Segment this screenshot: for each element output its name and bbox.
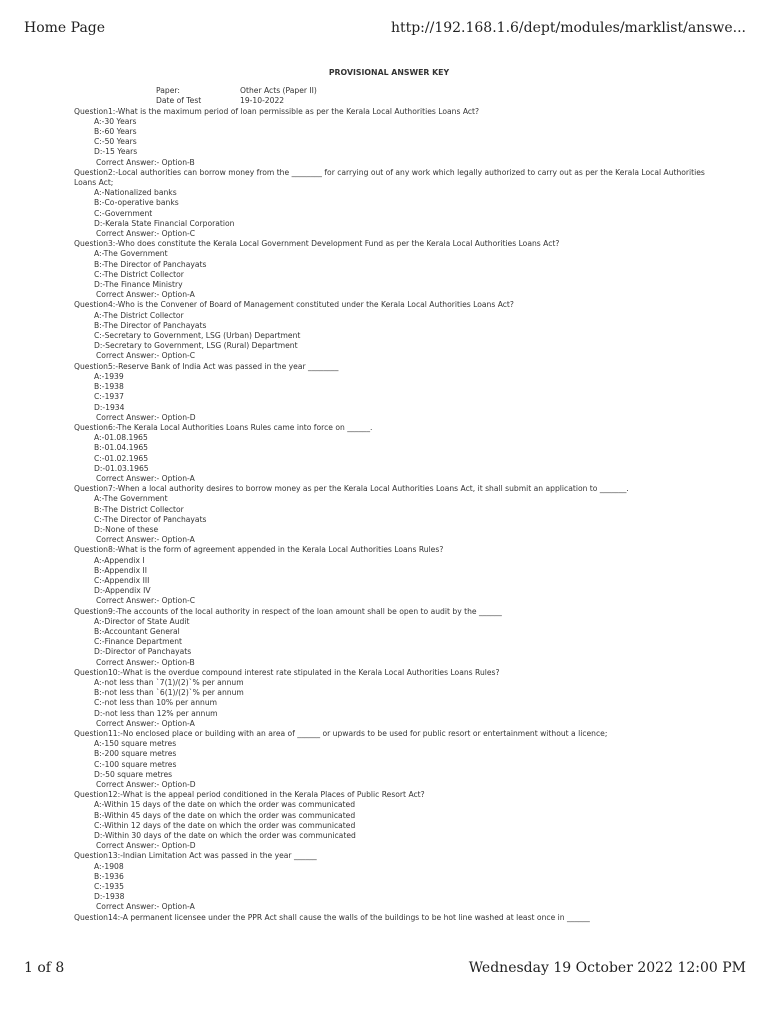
correct-answer: Correct Answer:- Option-A (96, 473, 195, 483)
page-header-title: Home Page (24, 20, 106, 36)
answer-option: A:-Nationalized banks (94, 188, 177, 198)
document-title: PROVISIONAL ANSWER KEY (328, 68, 450, 77)
answer-option: A:-Within 15 days of the date on which the order was communicated (94, 800, 356, 810)
answer-option: A:-The Government (94, 494, 168, 504)
question-text: Question5:-Reserve Bank of India Act was passed in the year ________ (74, 361, 339, 371)
correct-answer: Correct Answer:- Option-D (96, 412, 196, 422)
question-block (74, 484, 724, 545)
answer-option: D:-Kerala State Financial Corporation (94, 218, 235, 228)
question-text: Question3:-Who does constitute the Kerala Local Government Development Fund as per the Kerala Local Authorities Loans Act? (74, 239, 560, 249)
answer-option: C:-Within 12 days of the date on which the order was communicated (94, 820, 356, 830)
answer-option: B:-1936 (94, 871, 124, 881)
answer-option: C:-The District Collector (94, 269, 184, 279)
answer-option: B:-not less than `6(1)/(2)`% per annum (94, 688, 244, 698)
answer-option: A:-Appendix I (94, 555, 145, 565)
question-text: Question6:-The Kerala Local Authorities Loans Rules came into force on ______. (74, 422, 373, 432)
answer-option: B:-Co-operative banks (94, 198, 179, 208)
correct-answer: Correct Answer:- Option-A (96, 535, 195, 545)
answer-option: C:-50 Years (94, 137, 137, 147)
answer-option: B:-Appendix II (94, 565, 147, 575)
meta-row-paper (156, 86, 724, 96)
question-block (74, 668, 724, 729)
answer-option: D:-The Finance Ministry (94, 280, 183, 290)
answer-option: B:-Within 45 days of the date on which the order was communicated (94, 810, 356, 820)
question-block (74, 362, 724, 423)
answer-option: B:-The Director of Panchayats (94, 320, 207, 330)
answer-option: D:-1934 (94, 402, 125, 412)
page-header-url: http://192.168.1.6/dept/modules/marklist/answe... (390, 20, 746, 36)
correct-answer: Correct Answer:- Option-C (96, 351, 196, 361)
question-text: Question11:-No enclosed place or building with an area of ______ or upwards to be used for public resort or entertainment without a licence; (74, 729, 608, 738)
print-timestamp: Wednesday 19 October 2022 12:00 PM (468, 960, 746, 976)
question-text: Question8:-What is the form of agreement appended in the Kerala Local Authorities Loans Rules? (74, 545, 444, 555)
correct-answer: Correct Answer:- Option-A (96, 290, 195, 300)
answer-option: C:-01.02.1965 (94, 453, 149, 463)
answer-option: C:-Secretary to Government, LSG (Urban) Department (94, 331, 301, 341)
answer-option: B:-60 Years (94, 127, 137, 137)
question-text: Question13:-Indian Limitation Act was passed in the year ______ (74, 851, 317, 861)
question-block (74, 423, 724, 484)
answer-option: A:-The Government (94, 249, 168, 259)
paper-meta (156, 86, 724, 106)
meta-value: 19-10-2022 (240, 96, 285, 106)
question-text: Question14:-A permanent licensee under the PPR Act shall cause the walls of the buildings to be hot line washed at least once in ______ (74, 912, 590, 922)
answer-option: C:-The Director of Panchayats (94, 514, 207, 524)
question-block (74, 239, 724, 300)
correct-answer: Correct Answer:- Option-A (96, 902, 195, 912)
answer-option: C:-100 square metres (94, 759, 177, 769)
answer-option: C:-Finance Department (94, 637, 183, 647)
question-text: Question12:-What is the appeal period conditioned in the Kerala Places of Public Resort Act? (74, 790, 425, 800)
answer-key-document (74, 68, 724, 923)
answer-option: C:-Appendix III (94, 575, 150, 585)
answer-option: B:-01.04.1965 (94, 443, 148, 453)
question-block (74, 607, 724, 668)
correct-answer: Correct Answer:- Option-A (96, 718, 195, 728)
answer-option: D:-None of these (94, 524, 159, 534)
question-block (74, 913, 724, 923)
question-block (74, 107, 724, 168)
answer-option: B:-The District Collector (94, 504, 184, 514)
answer-option: D:-Director of Panchayats (94, 647, 192, 657)
answer-option: A:-30 Years (94, 116, 137, 126)
correct-answer: Correct Answer:- Option-C (96, 229, 196, 239)
answer-option: A:-Director of State Audit (94, 616, 190, 626)
answer-option: D:-1938 (94, 892, 125, 902)
question-block (74, 300, 724, 361)
question-list (74, 107, 724, 923)
answer-option: C:-not less than 10% per annum (94, 698, 218, 708)
question-text: Question2:-Local authorities can borrow money from the ________ for carrying out of any work which legally authorized to carry out as per the Kerala Local Authorities Loans Act; (74, 167, 705, 188)
meta-key: Date of Test (156, 96, 202, 106)
answer-option: D:-15 Years (94, 147, 138, 157)
answer-option: C:-1935 (94, 882, 124, 892)
question-text: Question10:-What is the overdue compound interest rate stipulated in the Kerala Local Authorities Loans Rules? (74, 667, 500, 677)
meta-row-date (156, 96, 724, 106)
answer-option: D:-50 square metres (94, 769, 173, 779)
question-block (74, 729, 724, 790)
meta-key: Paper: (156, 86, 180, 96)
answer-option: A:-01.08.1965 (94, 433, 148, 443)
correct-answer: Correct Answer:- Option-B (96, 657, 195, 667)
page-number: 1 of 8 (24, 960, 65, 976)
answer-option: A:-150 square metres (94, 739, 177, 749)
answer-option: C:-Government (94, 208, 153, 218)
answer-option: B:-The Director of Panchayats (94, 259, 207, 269)
meta-value: Other Acts (Paper II) (240, 86, 317, 96)
answer-option: C:-1937 (94, 392, 124, 402)
correct-answer: Correct Answer:- Option-B (96, 157, 195, 167)
question-block (74, 545, 724, 606)
correct-answer: Correct Answer:- Option-D (96, 780, 196, 790)
answer-option: B:-1938 (94, 382, 124, 392)
answer-option: B:-200 square metres (94, 749, 177, 759)
answer-option: D:-Appendix IV (94, 586, 151, 596)
answer-option: A:-1939 (94, 371, 124, 381)
question-text: Question7:-When a local authority desires to borrow money as per the Kerala Local Authorities Loans Act, it shall submit an application to _______. (74, 484, 629, 494)
question-block (74, 851, 724, 912)
answer-option: A:-not less than `7(1)/(2)`% per annum (94, 677, 244, 687)
answer-option: B:-Accountant General (94, 626, 180, 636)
correct-answer: Correct Answer:- Option-D (96, 841, 196, 851)
answer-option: A:-1908 (94, 861, 124, 871)
answer-option: D:-not less than 12% per annum (94, 708, 218, 718)
answer-option: D:-Within 30 days of the date on which the order was communicated (94, 831, 356, 841)
answer-option: A:-The District Collector (94, 310, 184, 320)
answer-option: D:-01.03.1965 (94, 463, 149, 473)
correct-answer: Correct Answer:- Option-C (96, 596, 196, 606)
question-text: Question1:-What is the maximum period of loan permissible as per the Kerala Local Authorities Loans Act? (74, 106, 480, 116)
question-block (74, 168, 724, 239)
question-block (74, 790, 724, 851)
question-text: Question9:-The accounts of the local authority in respect of the loan amount shall be open to audit by the ______ (74, 606, 502, 616)
question-text: Question4:-Who is the Convener of Board of Management constituted under the Kerala Local Authorities Loans Act? (74, 300, 514, 310)
answer-option: D:-Secretary to Government, LSG (Rural) Department (94, 341, 298, 351)
